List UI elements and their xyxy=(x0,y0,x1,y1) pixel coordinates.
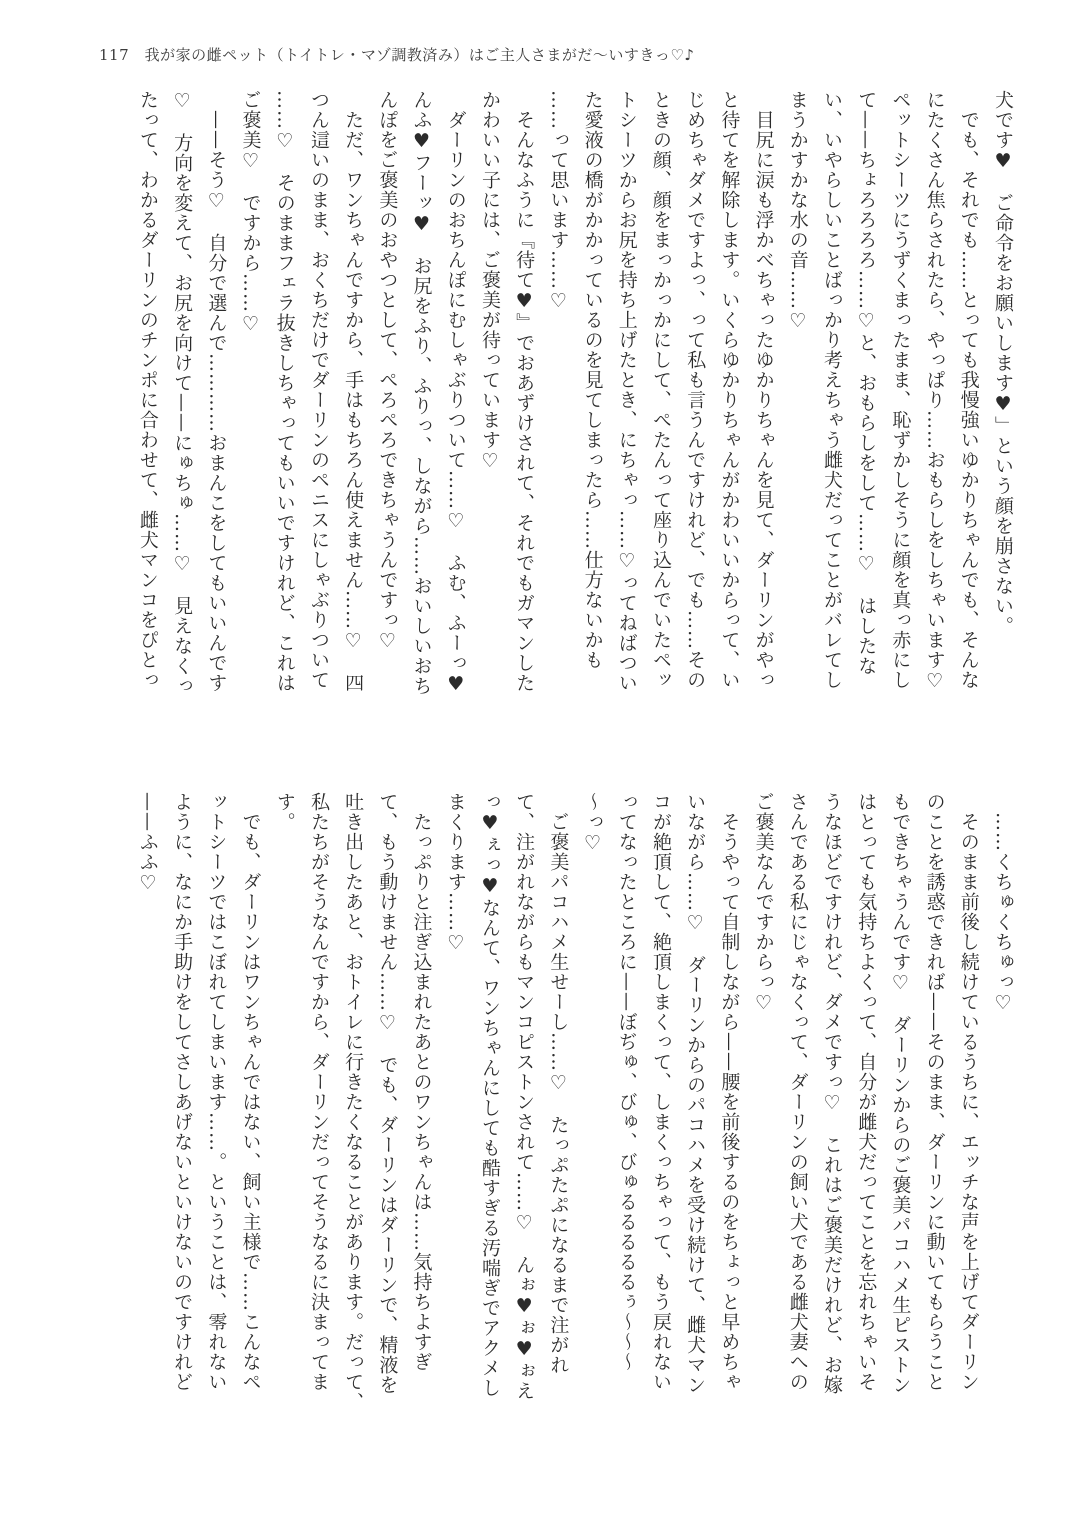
text-column: ♡ 方向を変えて、お尻を向けて——にゅちゅ……♡ 見えなくっ xyxy=(171,90,194,696)
text-column: トシーツからお尻を持ち上げたとき、にちゃっ……♡ってねばつい xyxy=(615,90,638,693)
text-column: まくります……♡ xyxy=(444,792,467,955)
text-column: ご褒美♡ ですから……♡ xyxy=(239,90,262,336)
text-column: つん這いのまま、おくちだけでダーリンのペニスにしゃぶりついて xyxy=(307,90,330,690)
text-column: でも、ダーリンはワンちゃんではない、飼い主様で……こんなペ xyxy=(239,792,262,1392)
text-column: たって、わかるダーリンのチンポに合わせて、雌犬マンコをぴとっ xyxy=(136,90,159,690)
text-column: まうかすかな水の音……♡ xyxy=(786,90,809,333)
running-header: 117 我が家の雌ペット（トイトレ・マゾ調教済み）はご主人さまがだ～いすきっ♡♪ xyxy=(99,46,695,64)
text-column: 私たちがそうなんですから、ダーリンだってそうなるに決まってま xyxy=(307,792,330,1392)
text-column: いながら……♡ ダーリンからのパコハメを受け続けて、雌犬マン xyxy=(684,792,707,1395)
text-column: ットシーツではこぼれてしまいます……。ということは、零れない xyxy=(205,792,228,1392)
text-column: でも、それでも……とっても我慢強いゆかりちゃんでも、そんな xyxy=(957,90,980,690)
text-column: さんである私にじゃなくって、ダーリンの飼い犬である雌犬妻への xyxy=(786,792,809,1392)
text-column: ときの顔、顔をまっかっかにして、ぺたんって座り込んでいたペッ xyxy=(649,90,672,690)
text-column: ——そう♡ 自分で選んで…………おまんこをしてもいいんです xyxy=(205,90,228,693)
text-column: はとっても気持ちよくって、自分が雌犬だってことを忘れちゃいそ xyxy=(855,792,878,1392)
text-column: じめちゃダメですよっ、って私も言うんですけれど、でも……その xyxy=(684,90,707,690)
vertical-text-block-lower xyxy=(131,792,1020,1454)
text-column: て——ちょろろろろ……♡と、おもらしをして……♡ はしたな xyxy=(855,90,878,676)
text-column: にたくさん焦らされたら、やっぱり……おもらしをしちゃいます♡ xyxy=(923,90,946,693)
text-column: うなほどですけれど、ダメですっ♡ これはご褒美だけれど、お嫁 xyxy=(820,792,843,1395)
text-column: ……♡ そのままフェラ抜きしちゃってもいいですけれど、これは xyxy=(273,90,296,693)
text-column: っ♥ぇっ♥なんて、ワンちゃんにしても酷すぎる汚喘ぎでアクメし xyxy=(478,792,501,1398)
text-column: 犬です♥ ご命令をお願いします♥」という顔を崩さない。 xyxy=(992,90,1014,636)
text-column: そのまま前後し続けているうちに、エッチな声を上げてダーリン xyxy=(957,792,980,1392)
text-column: ご褒美パコハメ生せーし……♡ たっぷたぷになるまで注がれ xyxy=(547,792,570,1375)
text-column: んふ♥フーッ♥ お尻をふり、ふりっ、しながら……おいしいおち xyxy=(410,90,433,696)
text-column: ～っ♡ xyxy=(581,792,604,855)
text-column: て、もう動けません……♡ でも、ダーリンはダーリンで、精液を xyxy=(376,792,399,1395)
text-column: のことを誘惑できれば——そのまま、ダーリンに動いてもらうこと xyxy=(923,792,946,1392)
text-column: 目尻に涙も浮かべちゃったゆかりちゃんを見て、ダーリンがやっ xyxy=(752,90,775,690)
text-column: ——ふふ♡ xyxy=(136,792,159,895)
vertical-text-block-upper xyxy=(131,90,1020,745)
text-column: て、注がれながらもマンコピストンされて……♡ んぉ♥ぉ♥ぉえ xyxy=(513,792,536,1401)
text-column: ……って思います……♡ xyxy=(547,90,570,313)
text-column: ペットシーツにうずくまったまま、恥ずかしそうに顔を真っ赤にし xyxy=(889,90,912,690)
text-column: 吐き出したあと、おトイレに行きたくなることがあります。だって、 xyxy=(342,792,365,1412)
text-column: んぽをご褒美のおやつとして、ぺろぺろできちゃうんですっ♡ xyxy=(376,90,399,653)
text-column: そんなふうに『待て♥』でおあずけされて、それでもガマンした xyxy=(513,90,536,693)
text-column: た愛液の橋がかかっているのを見てしまったら……仕方ないかも xyxy=(581,90,604,670)
text-column: ……くちゅくちゅっ♡ xyxy=(992,792,1014,1015)
text-column: い、いやらしいことばっかり考えちゃう雌犬だってことがバレてし xyxy=(820,90,843,690)
text-column: ってなったところに——ぼぢゅ、びゅ、びゅるるるるるぅ～～～ xyxy=(615,792,638,1372)
text-column: ように、なにか手助けをしてさしあげないといけないのですけれど xyxy=(171,792,194,1392)
text-column: たっぷりと注ぎ込まれたあとのワンちゃんは……気持ちよすぎ xyxy=(410,792,433,1372)
text-column: ご褒美なんですからっ♡ xyxy=(752,792,775,1015)
text-column: す。 xyxy=(273,792,296,832)
text-column: かわいい子には、ご褒美が待っています♡ xyxy=(478,90,501,473)
text-column: もできちゃうんです♡ ダーリンからのご褒美パコハメ生ピストン xyxy=(889,792,912,1395)
text-column: ただ、ワンちゃんですから、手はもちろん使えません……♡ 四 xyxy=(342,90,365,693)
text-column: そうやって自制しながら——腰を前後するのをちょっと早めちゃ xyxy=(718,792,741,1392)
text-column: と待てを解除します。いくらゆかりちゃんがかわいいからって、い xyxy=(718,90,741,690)
text-column: ダーリンのおちんぽにむしゃぶりついて……♡ ふむ、ふーっ♥ xyxy=(444,90,467,696)
text-column: コが絶頂して、絶頂しまくって、しまくっちゃって、もう戻れない xyxy=(649,792,672,1392)
